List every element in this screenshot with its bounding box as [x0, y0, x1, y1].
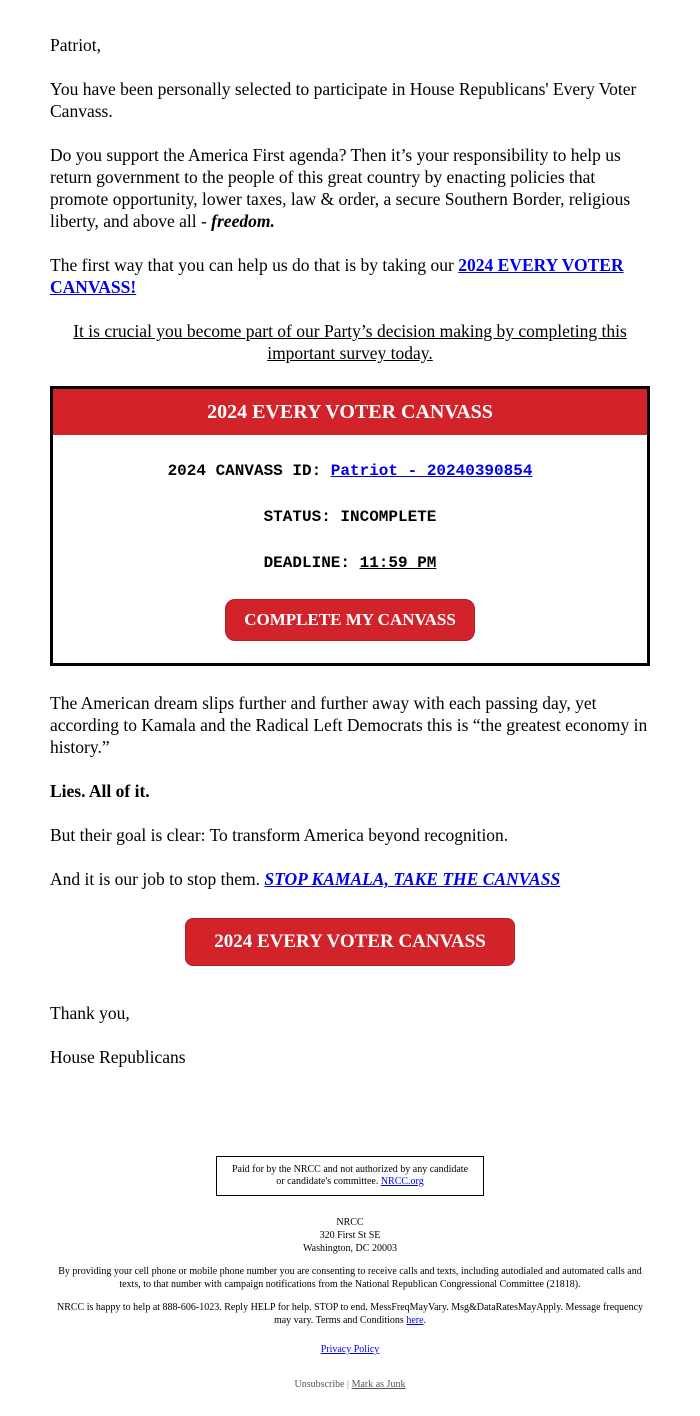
thank-you: Thank you,: [50, 1003, 130, 1023]
address-line-2: Washington, DC 20003: [303, 1243, 397, 1254]
help-text-suffix: .: [423, 1315, 427, 1326]
unsubscribe-link[interactable]: Unsubscribe: [294, 1379, 345, 1390]
status-line: STATUS: INCOMPLETE: [263, 508, 437, 526]
cta-row: [50, 918, 650, 966]
help-text-body: NRCC is happy to help at 888-606-1023. Reply HELP for help. STOP to end. MessFreqMayVary. Msg&DataRatesMayApply. Message frequency may vary. Terms and Conditions: [56, 1302, 644, 1326]
canvass-id-line: [63, 461, 637, 481]
privacy-policy-link[interactable]: Privacy Policy: [320, 1344, 380, 1355]
nrcc-org-link[interactable]: NRCC.org: [380, 1176, 424, 1187]
canvass-box: [50, 386, 650, 666]
signature: House Republicans: [50, 1047, 186, 1067]
email-footer: [50, 1156, 650, 1415]
deadline-label: DEADLINE:: [263, 554, 360, 572]
lies-paragraph: Lies. All of it.: [50, 781, 150, 801]
disclaimer-box: [216, 1156, 484, 1196]
intro-paragraph: You have been personally selected to participate in House Republicans' Every Voter Canvass.: [50, 79, 637, 121]
terms-link[interactable]: here: [406, 1315, 424, 1326]
address-line-1: 320 First St SE: [319, 1230, 381, 1241]
canvass-id-link[interactable]: Patriot - 20240390854: [330, 462, 533, 480]
agenda-paragraph: [50, 144, 650, 232]
deadline-value: 11:59 PM: [359, 554, 437, 572]
help-text: [50, 1301, 650, 1327]
org-name: NRCC: [336, 1217, 364, 1228]
unsubscribe-row: [50, 1378, 650, 1391]
mark-as-junk-link[interactable]: Mark as Junk: [351, 1379, 406, 1390]
first-way-text: The first way that you can help us do that is by taking our: [50, 255, 459, 275]
greeting: Patriot,: [50, 35, 102, 55]
first-way-paragraph: [50, 254, 650, 298]
org-address: [50, 1216, 650, 1255]
stop-them-paragraph: [50, 868, 650, 890]
stop-kamala-link[interactable]: STOP KAMALA, TAKE THE CANVASS: [264, 869, 561, 889]
footer-separator: |: [347, 1379, 350, 1390]
canvass-link[interactable]: 2024 EVERY VOTER CANVASS!: [50, 255, 624, 297]
complete-canvass-button[interactable]: COMPLETE MY CANVASS: [225, 599, 475, 641]
privacy-row: [50, 1343, 650, 1356]
canvass-cta-button[interactable]: 2024 EVERY VOTER CANVASS: [185, 918, 515, 966]
canvass-id-label: 2024 CANVASS ID:: [167, 462, 331, 480]
consent-text: By providing your cell phone or mobile phone number you are consenting to receive calls and texts, including autodialed and automated calls and texts, to that number with campaign notifications from the National Republican Congressional Committee (21818).: [58, 1266, 642, 1290]
canvass-box-body: [53, 435, 647, 663]
deadline-line: [63, 553, 637, 573]
disclaimer-text: Paid for by the NRCC and not authorized by any candidate or candidate's committee.: [231, 1164, 469, 1187]
canvass-box-header: 2024 EVERY VOTER CANVASS: [53, 389, 647, 435]
crucial-paragraph: It is crucial you become part of our Party’s decision making by completing this important survey today.: [73, 321, 627, 363]
agenda-text: Do you support the America First agenda? Then it’s your responsibility to help us return government to the people of this great country by enacting policies that promote opportunity, lower taxes, law & order, a secure Southern Border, religious liberty, and above all -: [50, 145, 631, 231]
stop-them-text: And it is our job to stop them.: [50, 869, 265, 889]
american-dream-paragraph: The American dream slips further and further away with each passing day, yet according to Kamala and the Radical Left Democrats this is “the greatest economy in history.”: [50, 693, 648, 757]
freedom-emphasis: freedom.: [211, 211, 275, 231]
goal-paragraph: But their goal is clear: To transform America beyond recognition.: [50, 825, 509, 845]
